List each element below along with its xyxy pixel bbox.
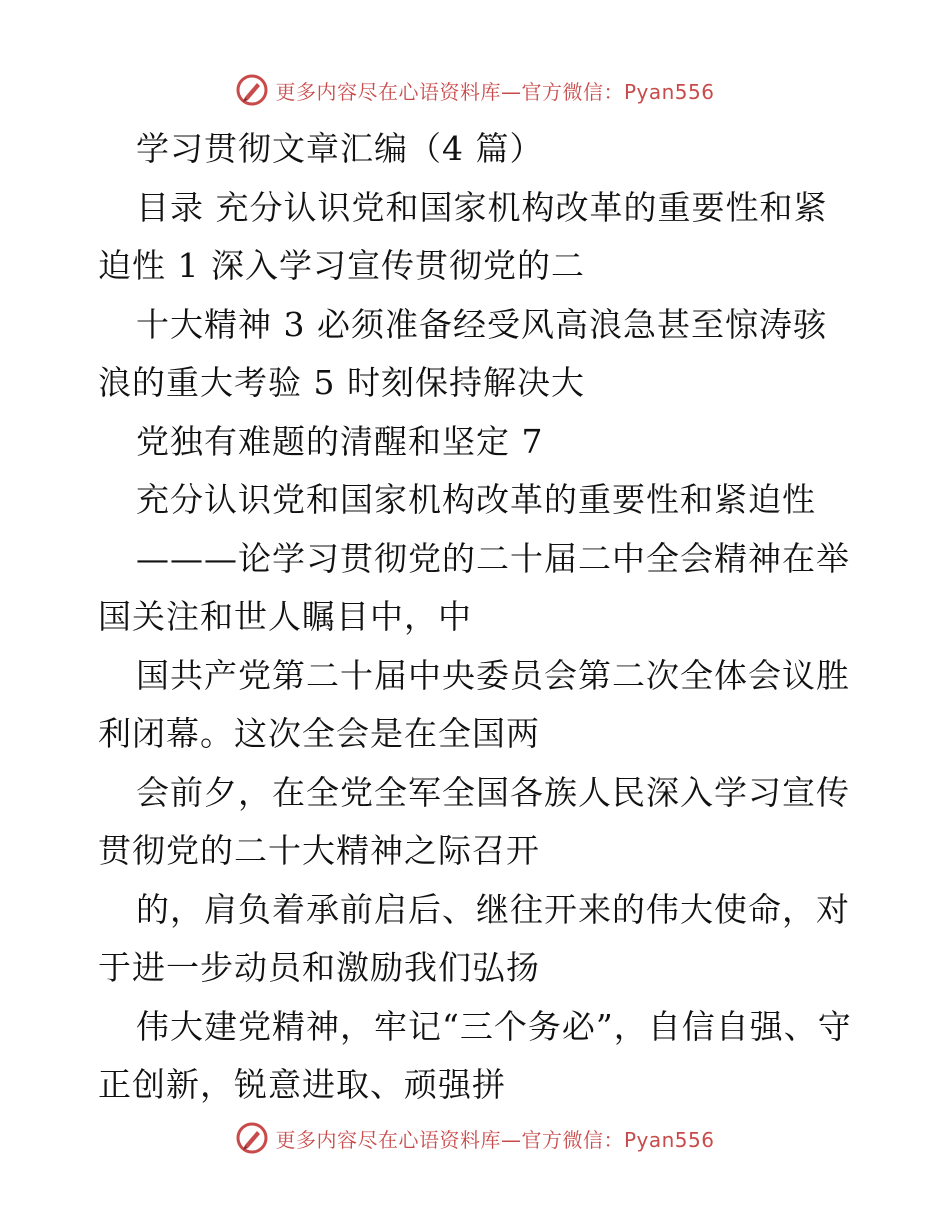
watermark-text: 更多内容尽在心语资料库—官方微信：Pyan556 [275, 79, 715, 104]
body-paragraph: 伟大建党精神，牢记“三个务必”，自信自强、守正创新，锐意进取、顽强拼 [98, 1006, 852, 1104]
document-body [98, 120, 858, 1115]
body-paragraph: 会前夕，在全党全军全国各族人民深入学习宣传贯彻党的二十大精神之际召开 [98, 772, 850, 870]
watermark-banner-top [0, 70, 950, 110]
toc-paragraph: 目录 充分认识党和国家机构改革的重要性和紧迫性 1 深入学习宣传贯彻党的二 [98, 187, 828, 285]
watermark-banner-bottom [0, 1118, 950, 1158]
toc-paragraph: 十大精神 3 必须准备经受风高浪急甚至惊涛骇浪的重大考验 5 时刻保持解决大 [98, 304, 827, 402]
document-title: 学习贯彻文章汇编（4 篇） [136, 129, 544, 168]
watermark-text: 更多内容尽在心语资料库—官方微信：Pyan556 [275, 1127, 715, 1152]
toc-paragraph: 党独有难题的清醒和坚定 7 [136, 421, 544, 461]
article-subtitle: ———论学习贯彻党的二十届二中全会精神在举国关注和世人瞩目中，中 [98, 538, 850, 636]
pen-logo-icon [235, 73, 269, 107]
article-title: 充分认识党和国家机构改革的重要性和紧迫性 [136, 480, 816, 519]
pen-logo-icon [235, 1121, 269, 1155]
body-paragraph: 的，肩负着承前启后、继往开来的伟大使命，对于进一步动员和激励我们弘扬 [98, 889, 850, 987]
body-paragraph: 国共产党第二十届中央委员会第二次全体会议胜利闭幕。这次全会是在全国两 [98, 655, 850, 753]
